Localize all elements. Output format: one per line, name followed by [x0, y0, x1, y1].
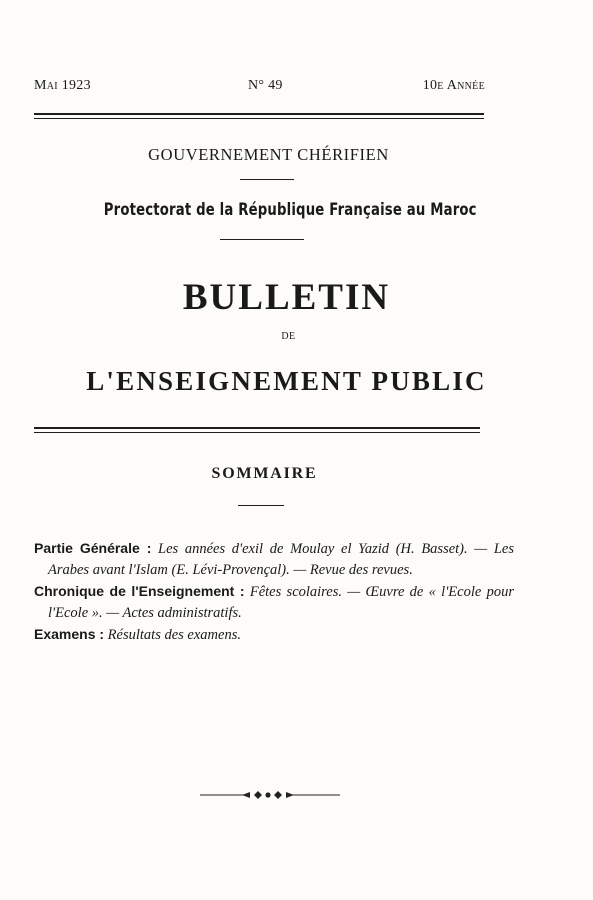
entry-text: Fêtes scolaires. — Œuvre de « l'Ecole pour l'Ecole ». — Actes administratifs. [48, 584, 514, 621]
entry-category: Partie Générale : [34, 540, 152, 556]
ornament-divider-icon [200, 788, 340, 802]
summary-rule [238, 505, 284, 506]
government-name: GOUVERNEMENT CHÉRIFIEN [148, 145, 389, 164]
title-rule-top [34, 427, 480, 429]
issue-number: N° 49 [248, 78, 283, 93]
short-rule-2 [220, 239, 304, 240]
volume-year: 10e Année [422, 78, 485, 93]
header-rule-top [34, 113, 484, 115]
title-connector: DE [281, 331, 296, 342]
entry-category: Examens : [34, 626, 105, 642]
summary-entry-examens [34, 624, 514, 646]
entry-category: Chronique de l'Enseignement : [34, 583, 245, 599]
summary-entry-general [34, 538, 514, 581]
title-rule-bottom [34, 432, 480, 433]
summary-entries [34, 538, 514, 646]
issue-date: Mai 1923 [34, 78, 91, 93]
header-rule-bottom [34, 118, 484, 119]
summary-entry-chronique [34, 581, 514, 624]
entry-text: Résultats des examens. [107, 627, 241, 643]
bulletin-title: BULLETIN [182, 277, 391, 318]
short-rule-1 [240, 179, 294, 180]
entry-text: Les années d'exil de Moulay el Yazid (H. Basset). — Les Arabes avant l'Islam (E. Lévi-Provençal). — Revue des revues. [48, 541, 514, 578]
protectorate-line: Protectorat de la République Française au Maroc [103, 200, 477, 220]
summary-heading: SOMMAIRE [211, 465, 318, 482]
bulletin-subtitle: L'ENSEIGNEMENT PUBLIC [86, 366, 487, 396]
